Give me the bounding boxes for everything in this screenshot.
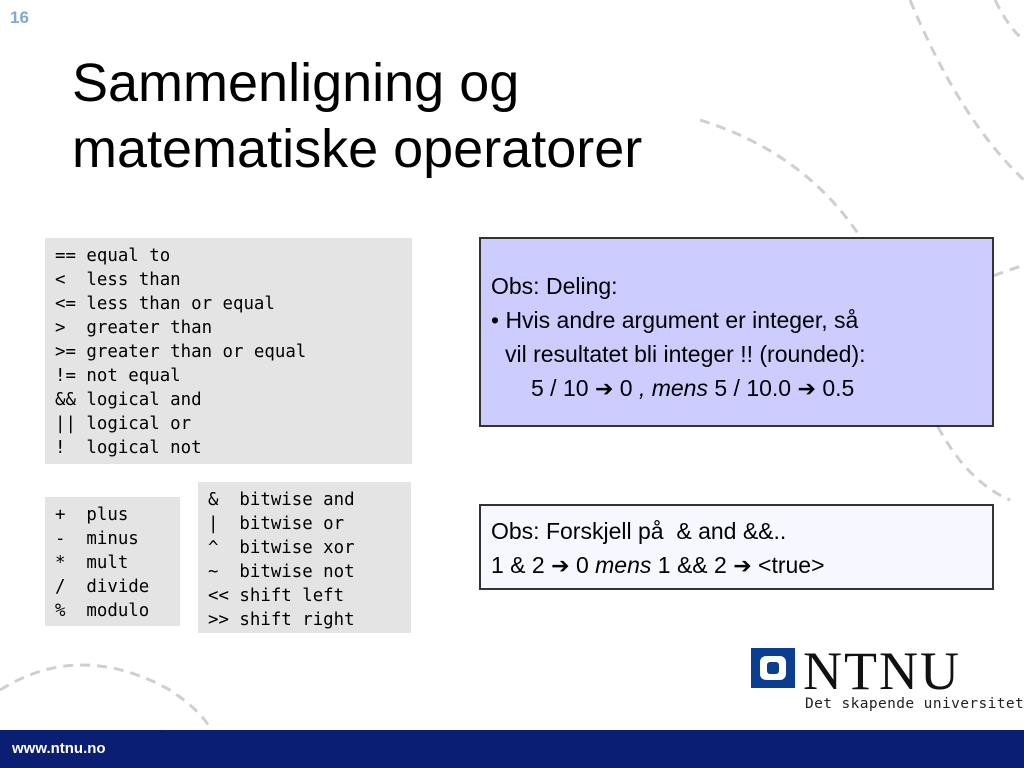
example-result: 0 bbox=[575, 552, 589, 578]
code-line: ! logical not bbox=[55, 438, 202, 458]
example-result: <true> bbox=[758, 552, 825, 578]
slide-title bbox=[72, 50, 792, 182]
example-separator: mens bbox=[595, 552, 652, 578]
logo-tagline: Det skapende universitet bbox=[805, 696, 1024, 712]
code-line: % modulo bbox=[55, 601, 150, 621]
note-example bbox=[491, 548, 992, 583]
code-line: ~ bitwise not bbox=[208, 562, 355, 582]
arrow-right-icon: ➔ bbox=[594, 376, 614, 401]
code-line: != not equal bbox=[55, 366, 181, 386]
footer-url: www.ntnu.no bbox=[12, 740, 106, 757]
example-expression: 1 && 2 bbox=[657, 552, 727, 578]
code-line: && logical and bbox=[55, 390, 202, 410]
comparison-operators-box bbox=[45, 238, 412, 464]
code-line: || logical or bbox=[55, 414, 192, 434]
code-line: & bitwise and bbox=[208, 490, 355, 510]
code-line: + plus bbox=[55, 505, 129, 525]
arrow-right-icon: ➔ bbox=[551, 553, 570, 578]
note-bullet-continuation: vil resultatet bli integer !! (rounded): bbox=[505, 341, 866, 367]
example-expression: 5 / 10 bbox=[531, 375, 589, 401]
title-line-2: matematiske operatorer bbox=[72, 119, 643, 179]
ntnu-logo-icon bbox=[751, 648, 795, 688]
code-line: << shift left bbox=[208, 586, 345, 606]
code-line: * mult bbox=[55, 553, 129, 573]
title-line-1: Sammenligning og bbox=[72, 53, 520, 113]
code-line: - minus bbox=[55, 529, 139, 549]
code-line: / divide bbox=[55, 577, 150, 597]
code-line: >= greater than or equal bbox=[55, 342, 307, 362]
arrow-right-icon: ➔ bbox=[797, 376, 816, 401]
example-expression: 1 & 2 bbox=[491, 552, 545, 578]
bitwise-note-box bbox=[479, 504, 994, 590]
example-result: 0.5 bbox=[822, 375, 855, 401]
logo-wordmark: NTNU bbox=[803, 641, 961, 701]
bitwise-operators-box bbox=[198, 482, 411, 633]
arrow-right-icon: ➔ bbox=[733, 553, 752, 578]
note-heading: Obs: Forskjell på & and &&.. bbox=[491, 518, 787, 544]
code-line: >> shift right bbox=[208, 610, 355, 630]
example-expression: 5 / 10.0 bbox=[714, 375, 792, 401]
note-bullet: • Hvis andre argument er integer, så bbox=[491, 307, 859, 333]
arithmetic-operators-box bbox=[45, 497, 180, 626]
code-line: < less than bbox=[55, 270, 181, 290]
code-line: == equal to bbox=[55, 246, 171, 266]
example-result: 0 bbox=[619, 375, 633, 401]
division-note-box bbox=[479, 237, 994, 427]
code-line: ^ bitwise xor bbox=[208, 538, 355, 558]
note-example bbox=[491, 371, 992, 406]
footer-bar bbox=[0, 730, 1024, 768]
example-separator: , mens bbox=[638, 375, 708, 401]
code-line: | bitwise or bbox=[208, 514, 345, 534]
slide-number: 16 bbox=[10, 8, 29, 27]
note-heading: Obs: Deling: bbox=[491, 273, 618, 299]
code-line: <= less than or equal bbox=[55, 294, 275, 314]
ntnu-logo bbox=[751, 641, 1024, 716]
code-line: > greater than bbox=[55, 318, 213, 338]
